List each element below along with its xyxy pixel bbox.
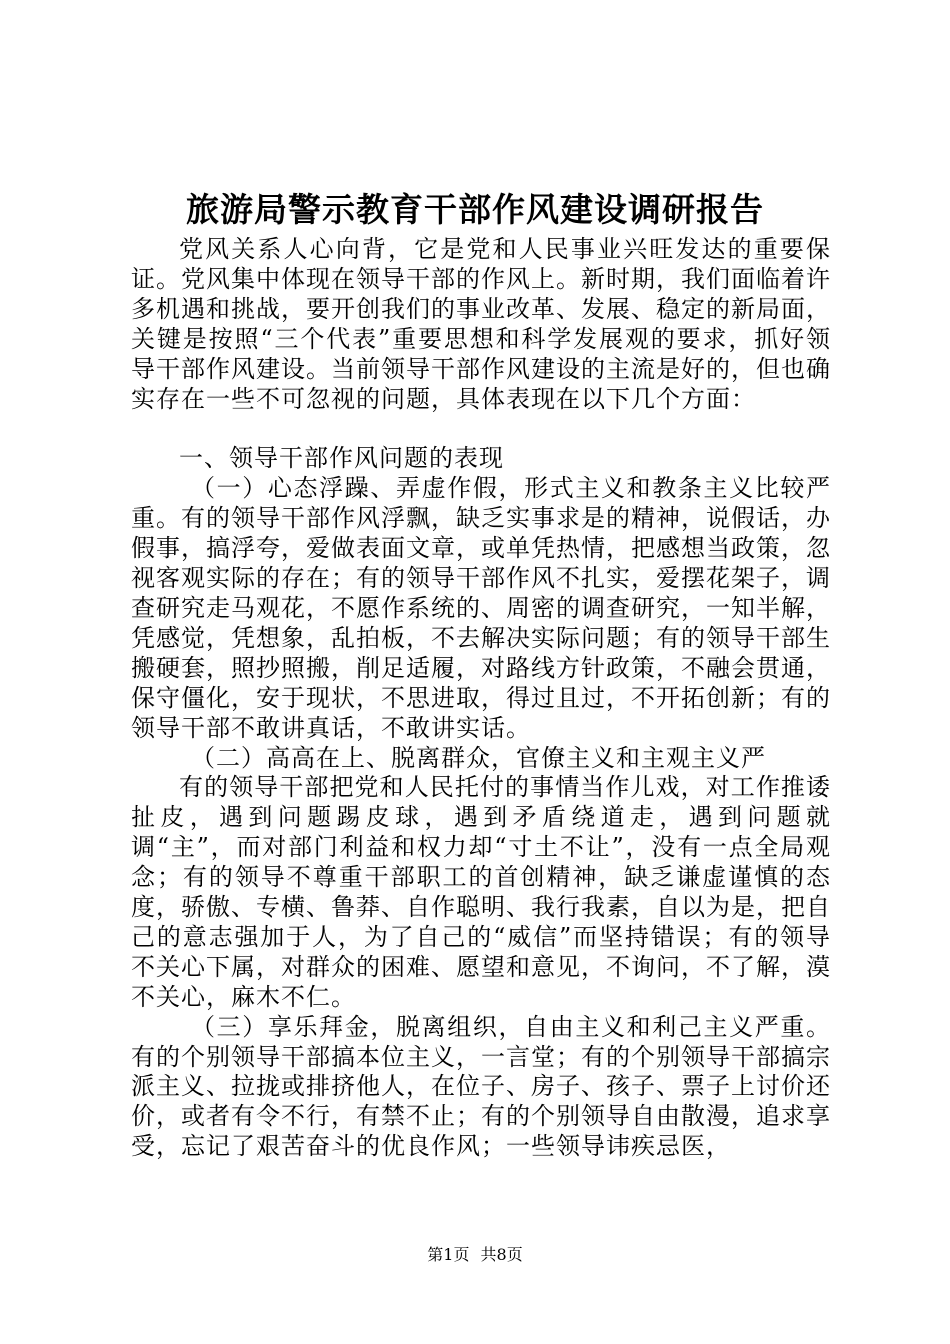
page-number: 第1页	[427, 1245, 470, 1264]
intro-paragraph: 党风关系人心向背，它是党和人民事业兴旺发达的重要保证。党风集中体现在领导干部的作风上。新时期，我们面临着许多机遇和挑战，要开创我们的事业改革、发展、稳定的新局面，关键是按照“三个代表”重要思想和科学发展观的要求，抓好领导干部作风建设。当前领导干部作风建设的主流是好的，但也确实存在一些不可忽视的问题，具体表现在以下几个方面：	[131, 235, 831, 413]
document-body	[131, 235, 831, 1162]
document-title: 旅游局警示教育干部作风建设调研报告	[186, 190, 764, 229]
page-footer	[0, 1245, 950, 1265]
subsection-2-heading: （二）高高在上、脱离群众，官僚主义和主观主义严	[191, 743, 766, 772]
subsection-3-paragraph: （三）享乐拜金，脱离组织，自由主义和利己主义严重。有的个别领导干部搞本位主义，一言堂；有的个别领导干部搞宗派主义、拉拢或排挤他人，在位子、房子、孩子、票子上讨价还价，或者有令不行，有禁不止；有的个别领导自由散漫，追求享受，忘记了艰苦奋斗的优良作风；一些领导讳疾忌医，	[131, 1012, 831, 1161]
page-total: 共8页	[480, 1245, 523, 1264]
subsection-1-paragraph: （一）心态浮躁、弄虚作假，形式主义和教条主义比较严重。有的领导干部作风浮飘，缺乏实事求是的精神，说假话，办假事，搞浮夸，爱做表面文章，或单凭热情，把感想当政策，忽视客观实际的存在；有的领导干部作风不扎实，爱摆花架子，调查研究走马观花，不愿作系统的、周密的调查研究，一知半解，凭感觉，凭想象，乱拍板，不去解决实际问题；有的领导干部生搬硬套，照抄照搬，削足适履，对路线方针政策，不融会贯通，保守僵化，安于现状，不思进取，得过且过，不开拓创新；有的领导干部不敢讲真话，不敢讲实话。	[131, 474, 831, 742]
subsection-2-paragraph: 有的领导干部把党和人民托付的事情当作儿戏，对工作推诿扯皮，遇到问题踢皮球，遇到矛盾绕道走，遇到问题就调“主”，而对部门利益和权力却“寸土不让”，没有一点全局观念；有的领导不尊重干部职工的首创精神，缺乏谦虚谨慎的态度，骄傲、专横、鲁莽、自作聪明、我行我素，自以为是，把自己的意志强加于人，为了自己的“威信”而坚持错误；有的领导不关心下属，对群众的困难、愿望和意见，不询问，不了解，漠不关心，麻木不仁。	[131, 773, 831, 1011]
paragraph-gap	[131, 414, 831, 444]
section-heading: 一、领导干部作风问题的表现	[179, 444, 504, 473]
